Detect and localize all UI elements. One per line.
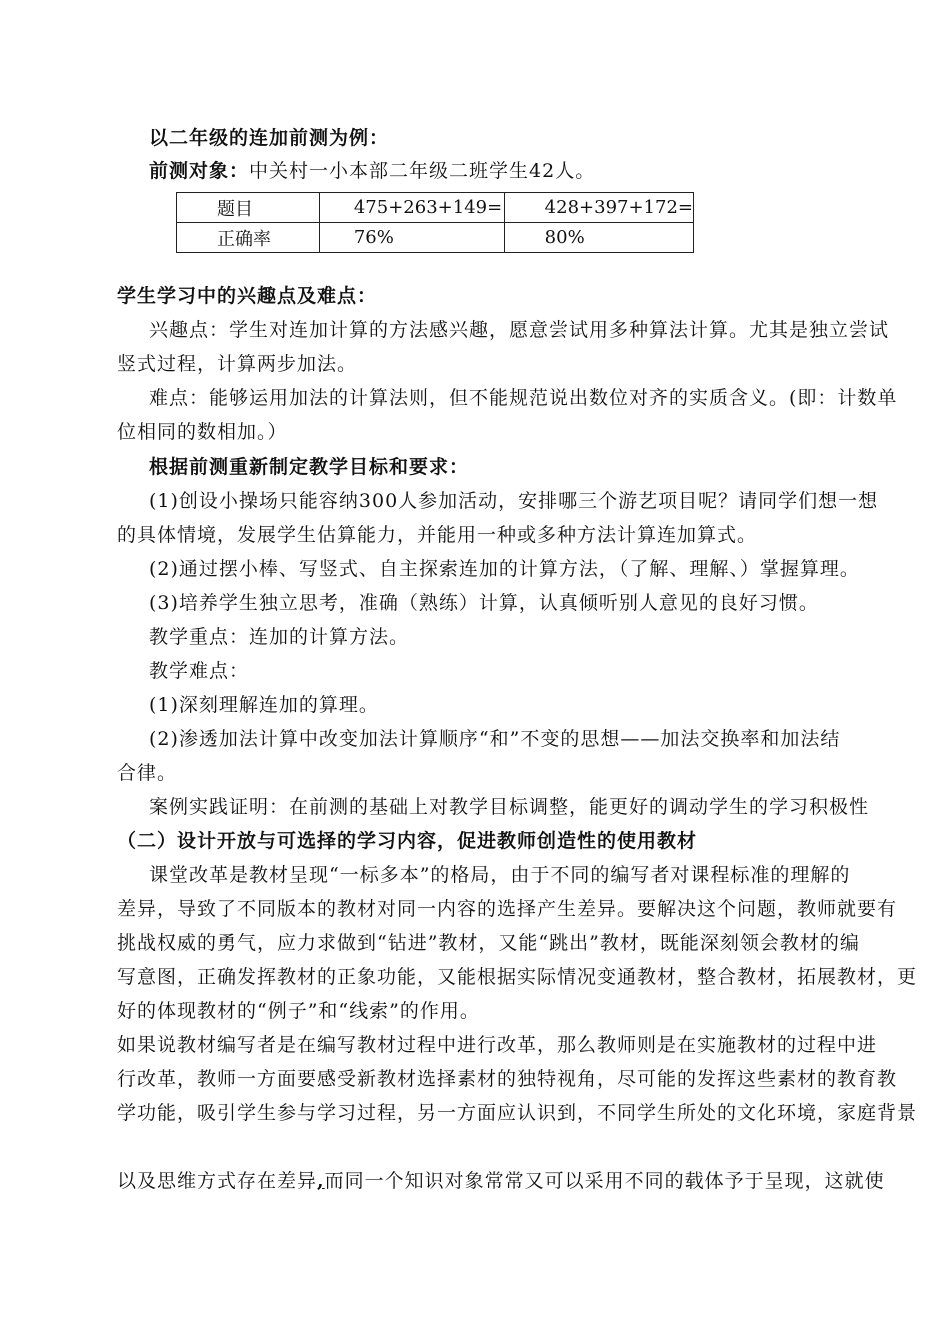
underlined-comma: ,: [317, 1170, 325, 1192]
paragraph-line: 课堂改革是教材呈现“一标多本”的格局，由于不同的编写者对课程标准的理解的: [149, 864, 851, 886]
difficulty-heading: 教学难点：: [149, 660, 250, 682]
paragraph-line: 差异，导致了不同版本的教材对同一内容的选择产生差异。要解决这个问题，教师就要有: [117, 898, 898, 920]
difficulty-line-1: 难点：能够运用加法的计算法则，但不能规范说出数位对齐的实质含义。(即：计数单: [149, 387, 898, 409]
pretest-subject-label: 前测对象：: [149, 160, 250, 182]
table-row: [177, 223, 694, 253]
paragraph-line: 写意图，正确发挥教材的正象功能，又能根据实际情况变通教材，整合教材，拓展教材，更: [117, 966, 918, 988]
table-cell: 题目: [177, 193, 320, 223]
paragraph-line: 学功能，吸引学生参与学习过程，另一方面应认识到，不同学生所处的文化环境，家庭背景: [117, 1102, 918, 1124]
difficulty-line-2: 位相同的数相加。）: [117, 421, 288, 443]
table-cell: 76%: [319, 223, 504, 253]
paragraph-text: 以及思维方式存在差异: [117, 1170, 318, 1192]
pretest-heading: 以二年级的连加前测为例：: [149, 127, 390, 149]
paragraph-line: [117, 1169, 885, 1193]
paragraph-line: 好的体现教材的“例子”和“线索”的作用。: [117, 1000, 480, 1022]
goal-1-line-2: 的具体情境，发展学生估算能力，并能用一种或多种方法计算连加算式。: [117, 524, 758, 546]
goal-3: (3)培养学生独立思考，准确（熟练）计算，认真倾听别人意见的良好习惯。: [149, 592, 819, 614]
table-cell: 475+263+149=: [319, 193, 504, 223]
interest-line-1: 兴趣点：学生对连加计算的方法感兴趣，愿意尝试用多种算法计算。尤其是独立尝试: [149, 319, 890, 341]
pretest-subject-text: 中关村一小本部二年级二班学生42人。: [249, 160, 596, 182]
paragraph-text: 而同一个知识对象常常又可以采用不同的载体予于呈现，这就使: [324, 1170, 885, 1192]
pretest-table: [176, 192, 694, 253]
interest-line-2: 竖式过程，计算两步加法。: [117, 353, 358, 375]
table-cell: 428+397+172=: [504, 193, 693, 223]
case-proof: 案例实践证明：在前测的基础上对教学目标调整，能更好的调动学生的学习积极性: [149, 796, 870, 818]
pretest-subject: [149, 159, 595, 183]
table-row: [177, 193, 694, 223]
table-cell: 正确率: [177, 223, 320, 253]
table-cell: 80%: [504, 223, 693, 253]
paragraph-line: 如果说教材编写者是在编写教材过程中进行改革，那么教师则是在实施教材的过程中进: [117, 1034, 878, 1056]
difficulty-2-line-2: 合律。: [117, 762, 178, 784]
section-2-heading: （二）设计开放与可选择的学习内容，促进教师创造性的使用教材: [117, 830, 698, 852]
key-point: 教学重点：连加的计算方法。: [149, 626, 410, 648]
goals-heading: 根据前测重新制定教学目标和要求：: [149, 456, 470, 478]
interest-heading: 学生学习中的兴趣点及难点：: [117, 285, 378, 307]
paragraph-line: 行改革，教师一方面要感受新教材选择素材的独特视角，尽可能的发挥这些素材的教育教: [117, 1068, 898, 1090]
difficulty-1: (1)深刻理解连加的算理。: [149, 694, 379, 716]
goal-2: (2)通过摆小棒、写竖式、自主探索连加的计算方法，（了解、理解、）掌握算理。: [149, 558, 860, 580]
difficulty-2-line-1: (2)渗透加法计算中改变加法计算顺序“和”不变的思想——加法交换率和加法结: [149, 728, 841, 750]
goal-1-line-1: (1)创设小操场只能容纳300人参加活动，安排哪三个游艺项目呢？请同学们想一想: [149, 490, 879, 512]
paragraph-line: 挑战权威的勇气，应力求做到“钻进”教材，又能“跳出”教材，既能深刻领会教材的编: [117, 932, 860, 954]
